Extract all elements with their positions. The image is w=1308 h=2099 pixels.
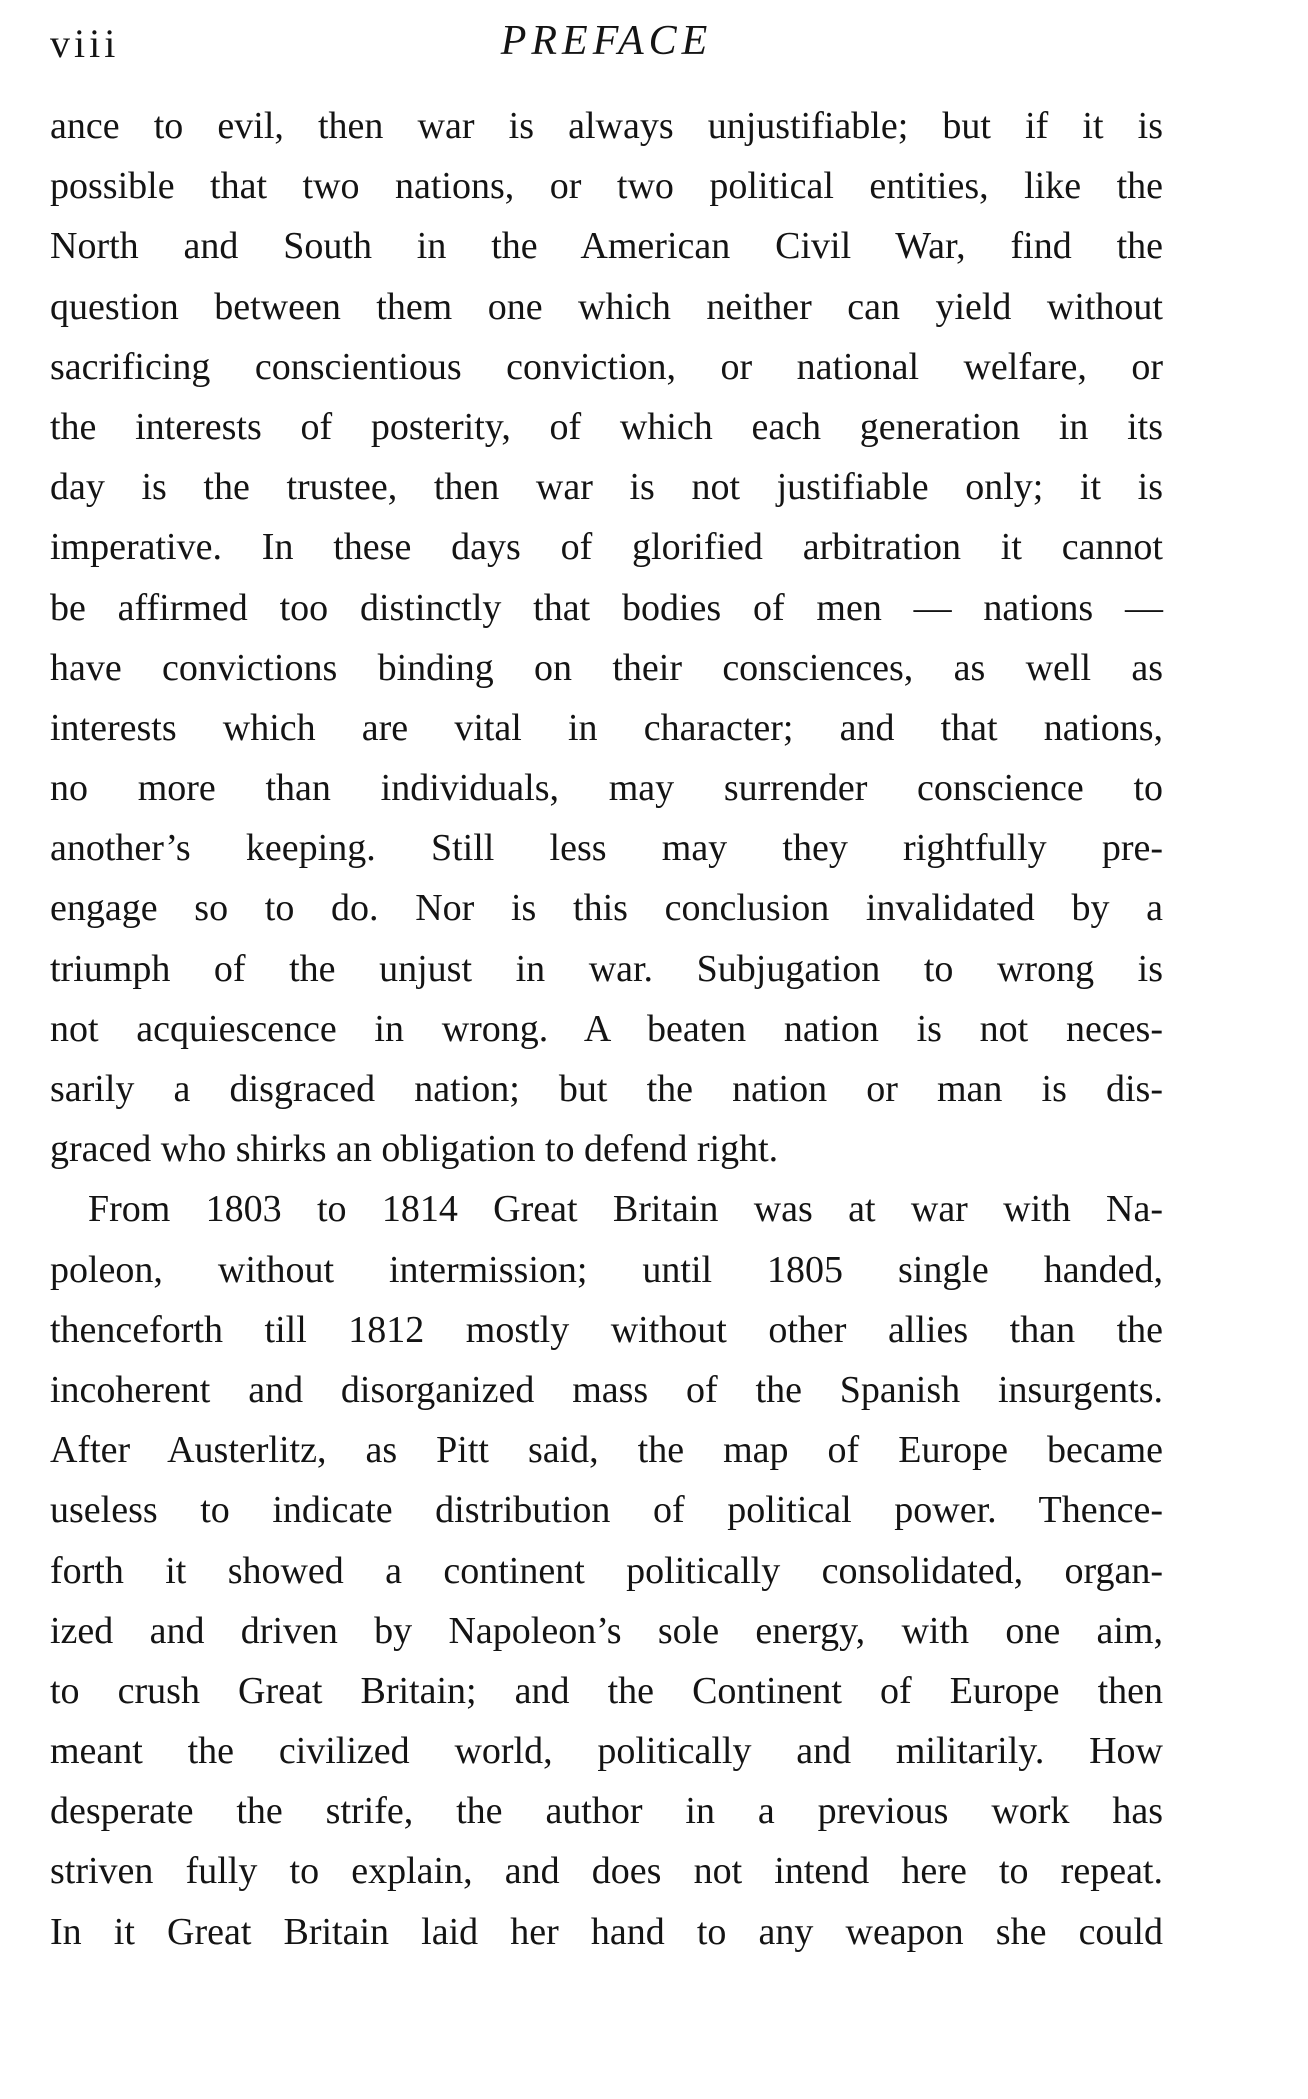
text-line: desperate the strife, the author in a previous work has bbox=[50, 1790, 1163, 1833]
text-line: not acquiescence in wrong. A beaten nation is not neces- bbox=[50, 1007, 1163, 1050]
text-line: the interests of posterity, of which each generation in its bbox=[50, 405, 1163, 448]
text-line: striven fully to explain, and does not intend here to repeat. bbox=[50, 1850, 1163, 1893]
page-number: viii bbox=[50, 21, 120, 66]
text-line: ance to evil, then war is always unjustifiable; but if it is bbox=[50, 105, 1163, 147]
text-line: poleon, without intermission; until 1805 single handed, bbox=[50, 1248, 1163, 1291]
text-line: sacrificing conscientious conviction, or national welfare, or bbox=[50, 345, 1163, 388]
text-line: possible that two nations, or two political entities, like the bbox=[50, 165, 1163, 208]
text-line: After Austerlitz, as Pitt said, the map of Europe became bbox=[50, 1429, 1163, 1472]
text-line: graced who shirks an obligation to defend right. bbox=[50, 1128, 779, 1171]
text-line: imperative. In these days of glorified arbitration it cannot bbox=[50, 526, 1163, 569]
page-header bbox=[50, 18, 1163, 70]
running-title: PREFACE bbox=[500, 18, 713, 64]
text-line: question between them one which neither can yield without bbox=[50, 285, 1163, 328]
text-line: no more than individuals, may surrender conscience to bbox=[50, 767, 1163, 810]
text-line: From 1803 to 1814 Great Britain was at war with Na- bbox=[88, 1188, 1163, 1231]
text-line: meant the civilized world, politically and militarily. How bbox=[50, 1730, 1163, 1773]
text-line: to crush Great Britain; and the Continent of Europe then bbox=[50, 1669, 1163, 1712]
text-line: forth it showed a continent politically consolidated, organ- bbox=[50, 1549, 1163, 1592]
text-line: sarily a disgraced nation; but the nation or man is dis- bbox=[50, 1068, 1163, 1110]
text-line: triumph of the unjust in war. Subjugation to wrong is bbox=[50, 947, 1163, 990]
text-line: ized and driven by Napoleon’s sole energy, with one aim, bbox=[50, 1609, 1163, 1652]
text-line: North and South in the American Civil War, find the bbox=[50, 225, 1163, 268]
text-line: be affirmed too distinctly that bodies of men — nations — bbox=[50, 586, 1163, 629]
text-line: In it Great Britain laid her hand to any weapon she could bbox=[50, 1910, 1163, 1953]
text-line: incoherent and disorganized mass of the Spanish insurgents. bbox=[50, 1368, 1163, 1411]
text-line: have convictions binding on their consciences, as well as bbox=[50, 646, 1163, 689]
text-line: thenceforth till 1812 mostly without other allies than the bbox=[50, 1308, 1163, 1351]
page-body bbox=[50, 96, 1163, 1962]
text-line: useless to indicate distribution of political power. Thence- bbox=[50, 1489, 1163, 1532]
text-line: day is the trustee, then war is not justifiable only; it is bbox=[50, 466, 1163, 509]
text-line: engage so to do. Nor is this conclusion invalidated by a bbox=[50, 887, 1163, 930]
text-line: interests which are vital in character; and that nations, bbox=[50, 706, 1163, 749]
text-line: another’s keeping. Still less may they rightfully pre- bbox=[50, 827, 1163, 870]
